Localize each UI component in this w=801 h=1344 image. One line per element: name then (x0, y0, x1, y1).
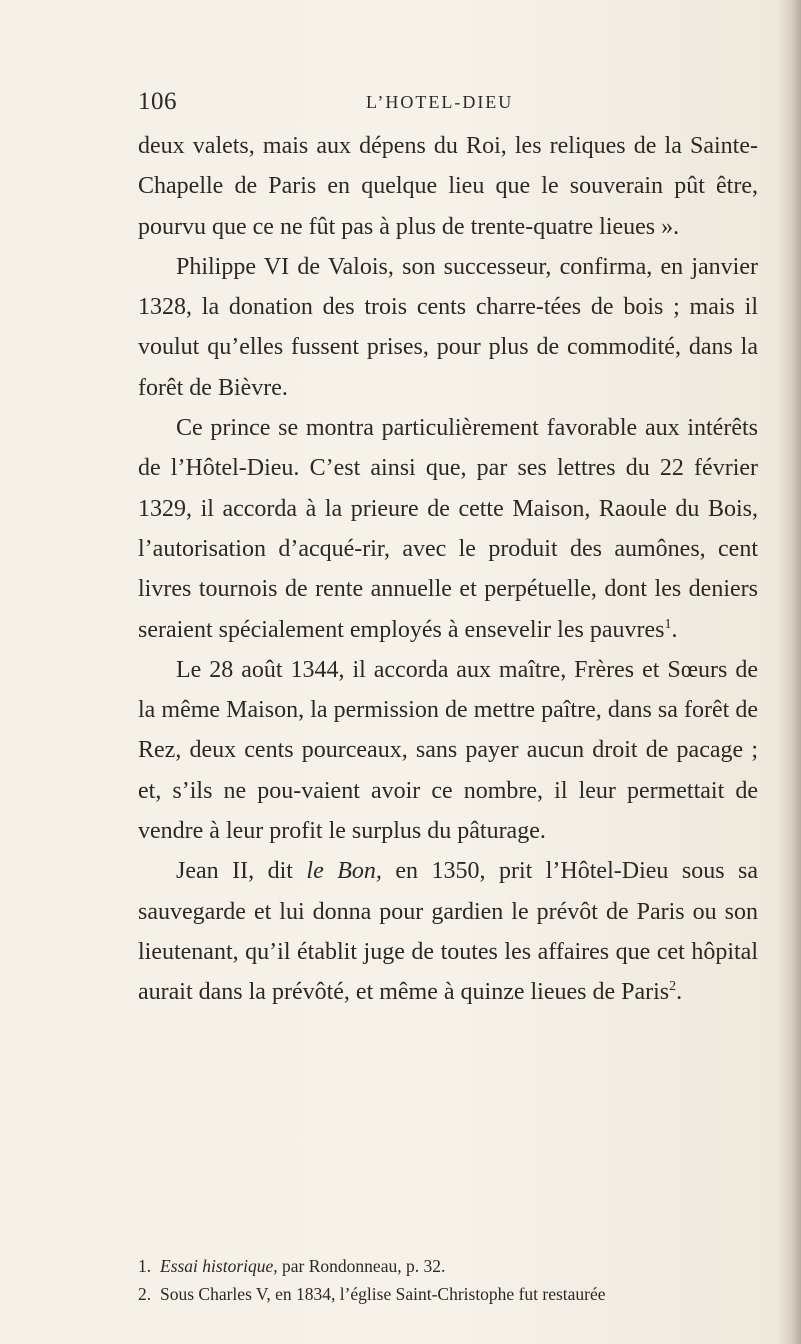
paragraph (138, 408, 758, 650)
footnote-text: Sous Charles V, en 1834, l’église Saint-Christophe fut restaurée (160, 1284, 606, 1304)
paragraph-text-before: Jean II, dit (176, 858, 307, 885)
footnote-text: par Rondonneau, p. 32. (277, 1256, 446, 1276)
footnote (138, 1280, 758, 1308)
paragraph (138, 126, 758, 247)
italic-epithet: le Bon, (306, 858, 382, 885)
paragraph-text: deux valets, mais aux dépens du Roi, les reliques de la Sainte-Chapelle de Paris en quelque lieu que le souverain pût être, pourvu que ce ne fût pas à plus de trente-quatre lieues ». (138, 133, 758, 240)
footnote (138, 1252, 758, 1280)
paragraph-ending: . (676, 979, 683, 1006)
paragraph (138, 247, 758, 408)
paragraph-ending: . (671, 616, 678, 643)
footnote-title: Essai historique, (160, 1256, 278, 1276)
footnote-number: 1. (138, 1256, 152, 1276)
footnotes (138, 1252, 758, 1308)
paragraph-text: Ce prince se montra particulièrement favorable aux intérêts de l’Hôtel-Dieu. C’est ainsi que, par ses lettres du 22 février 1329, il accorda à la prieure de cette Maison, Raoule du Bois, l’autorisation d’acqué-rir, avec le produit des aumônes, cent livres tournois de rente annuelle et perpétuelle, dont les deniers seraient spécialement employés à ensevelir les pauvres (138, 415, 758, 643)
running-title: L’HOTEL-DIEU (366, 92, 514, 112)
page-edge-shadow (777, 0, 801, 1344)
paragraph-text: Philippe VI de Valois, son successeur, confirma, en janvier 1328, la donation des trois cents charre-tées de bois ; mais il voulut qu’elles fussent prises, pour plus de commodité, dans la forêt de Bièvre. (138, 253, 758, 401)
page-number: 106 (138, 88, 177, 115)
footnote-reference: 2 (669, 979, 677, 995)
footnote-reference: 1 (664, 616, 672, 632)
paragraph (138, 650, 758, 851)
paragraph-text: Le 28 août 1344, il accorda aux maître, Frères et Sœurs de la même Maison, la permission de mettre paître, dans sa forêt de Rez, deux cents pourceaux, sans payer aucun droit de pacage ; et, s’ils ne pou-vaient avoir ce nombre, il leur permettait de vendre à leur profit le surplus du pâturage. (138, 656, 758, 845)
page-header (138, 88, 758, 118)
body-text (138, 126, 758, 1013)
paragraph-text: en 1350, prit l’Hôtel-Dieu sous sa sauvegarde et lui donna pour gardien le prévôt de Paris ou son lieutenant, qu’il établit juge de toutes les affaires que cet hôpital aurait dans la prévôté, et même à quinze lieues de Paris (138, 858, 759, 1006)
paragraph (138, 851, 758, 1012)
footnote-number: 2. (138, 1284, 152, 1304)
